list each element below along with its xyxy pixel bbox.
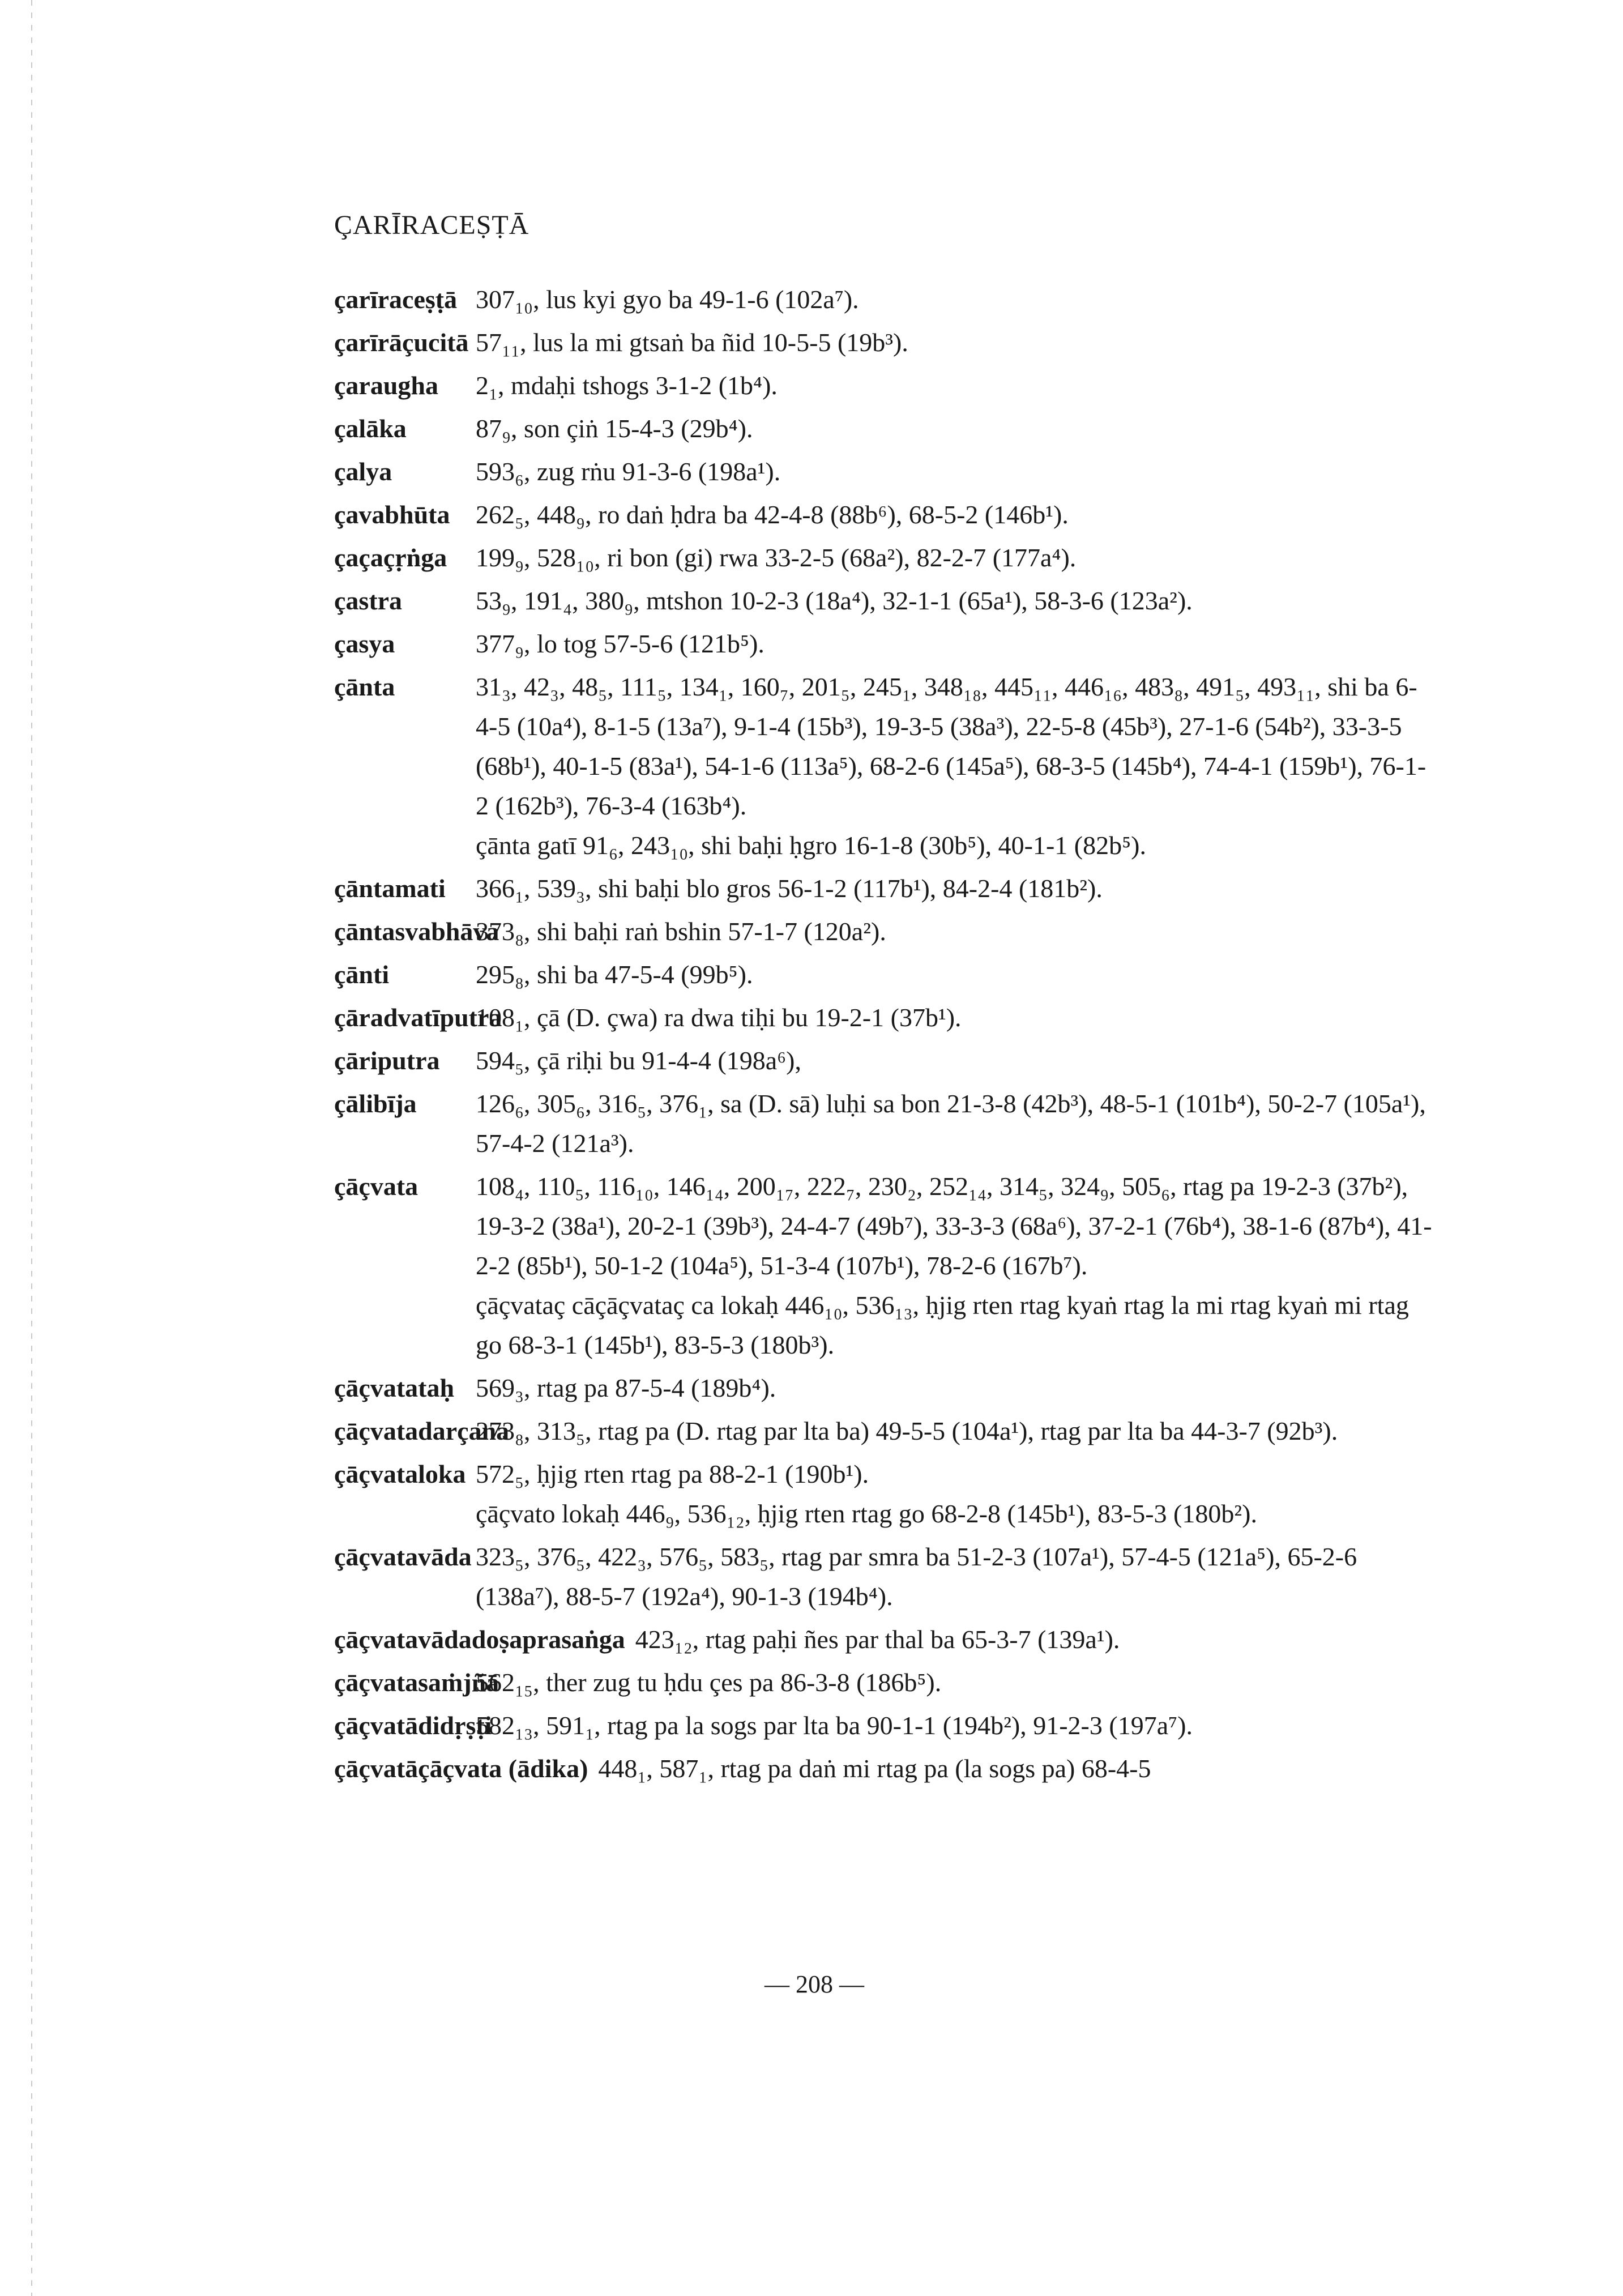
index-entry — [334, 912, 1438, 951]
index-entry — [334, 1084, 1438, 1163]
entry-references: 593₆, zug rṅu 91-3-6 (198a¹). — [476, 457, 781, 486]
index-entry — [334, 869, 1438, 908]
entry-headword: çāçvatasaṁjñā — [334, 1668, 499, 1697]
entry-headword: çavabhūta — [334, 500, 450, 529]
entry-references: 594₅, çā riḥi bu 91-4-4 (198a⁶), — [476, 1046, 801, 1075]
entry-references: 108₁, çā (D. çwa) ra dwa tiḥi bu 19-2-1 (37b¹). — [476, 1003, 962, 1032]
entry-references: 572₅, ḥjig rten rtag pa 88-2-1 (190b¹). — [476, 1459, 869, 1488]
index-entry — [334, 1537, 1438, 1616]
entry-headword: çāçvata — [334, 1172, 418, 1201]
entry-headword: çāçvatavāda — [334, 1542, 472, 1571]
entry-headword: çaçaçṛṅga — [334, 543, 447, 572]
entry-references: 448₁, 587₁, rtag pa daṅ mi rtag pa (la sogs pa) 68-4-5 — [598, 1754, 1151, 1783]
entry-headword: çaraugha — [334, 371, 438, 400]
entry-headword: çastra — [334, 586, 403, 615]
index-entry — [334, 955, 1438, 995]
entry-subentry: çāçvataç cāçāçvataç ca lokaḥ 446₁₀, 536₁₃, ḥjig rten rtag kyaṅ rtag la mi rtag kyaṅ mi rtag go 68-3-1 (145b¹), 83-5-3 (180b³). — [476, 1291, 1409, 1359]
index-entry — [334, 538, 1438, 578]
index-entry — [334, 998, 1438, 1038]
entry-references: 31₃, 42₃, 48₅, 111₅, 134₁, 160₇, 201₅, 245₁, 348₁₈, 445₁₁, 446₁₆, 483₈, 491₅, 493₁₁, shi ba 6-4-5 (10a⁴), 8-1-5 (13a⁷), 9-1-4 (15b³), 19-3-5 (38a³), 22-5-8 (45b³), 27-1-6 (54b²), 33-3-5 (68b¹), 40-1-5 (83a¹), 54-1-6 (113a⁵), 68-2-6 (145a⁵), 68-3-5 (145b⁴), 74-4-1 (159b¹), 76-1-2 (162b³), 76-3-4 (163b⁴). — [476, 672, 1426, 820]
entry-references: 262₅, 448₉, ro daṅ ḥdra ba 42-4-8 (88b⁶), 68-5-2 (146b¹). — [476, 500, 1069, 529]
entry-headword: çāriputra — [334, 1046, 440, 1075]
entry-references: 2₁, mdaḥi tshogs 3-1-2 (1b⁴). — [476, 371, 778, 400]
entry-headword: çalāka — [334, 414, 407, 443]
index-entry — [334, 667, 1438, 865]
index-entry — [334, 280, 1438, 319]
entry-headword: çāçvatādidṛṣṭi — [334, 1711, 492, 1740]
entry-references: 53₉, 191₄, 380₉, mtshon 10-2-3 (18a⁴), 32-1-1 (65a¹), 58-3-6 (123a²). — [476, 586, 1193, 615]
entry-subentry: çānta gatī 91₆, 243₁₀, shi baḥi ḥgro 16-1-8 (30b⁵), 40-1-1 (82b⁵). — [476, 831, 1146, 860]
entry-headword: çāntasvabhāva — [334, 917, 499, 946]
entry-references: 366₁, 539₃, shi baḥi blo gros 56-1-2 (117b¹), 84-2-4 (181b²). — [476, 874, 1103, 903]
index-entry — [334, 452, 1438, 492]
entry-references: 373₈, shi baḥi raṅ bshin 57-1-7 (120a²). — [476, 917, 886, 946]
index-entry — [334, 1620, 1438, 1659]
entry-references: 562₁₅, ther zug tu ḥdu çes pa 86-3-8 (186b⁵). — [476, 1668, 942, 1697]
entry-headword: çāntamati — [334, 874, 446, 903]
entry-headword: çālibīja — [334, 1089, 417, 1118]
entry-headword: çāçvatāçāçvata (ādika) — [334, 1754, 588, 1783]
index-entry — [334, 366, 1438, 406]
index-entries — [334, 280, 1438, 1792]
entry-references: 307₁₀, lus kyi gyo ba 49-1-6 (102a⁷). — [476, 285, 859, 314]
entry-references: 423₁₂, rtag paḥi ñes par thal ba 65-3-7 (139a¹). — [635, 1625, 1120, 1654]
entry-headword: çāçvatadarçana — [334, 1416, 510, 1445]
entry-references: 295₈, shi ba 47-5-4 (99b⁵). — [476, 960, 753, 989]
index-entry — [334, 323, 1438, 362]
entry-headword: çāçvatavādadoṣaprasaṅga — [334, 1625, 625, 1654]
entry-headword: çāradvatīputra — [334, 1003, 502, 1032]
binding-edge — [31, 0, 32, 2296]
entry-headword: çarīrāçucitā — [334, 328, 469, 357]
index-entry — [334, 1749, 1438, 1789]
index-entry — [334, 624, 1438, 664]
entry-headword: çāçvatataḥ — [334, 1373, 455, 1402]
entry-headword: çarīraceṣṭā — [334, 285, 458, 314]
entry-references: 87₉, son çiṅ 15-4-3 (29b⁴). — [476, 414, 753, 443]
entry-headword: çasya — [334, 629, 395, 658]
index-entry — [334, 1706, 1438, 1746]
index-entry — [334, 1411, 1438, 1451]
entry-references: 199₉, 528₁₀, ri bon (gi) rwa 33-2-5 (68a²), 82-2-7 (177a⁴). — [476, 543, 1077, 572]
running-head: ÇARĪRACEṢṬĀ — [334, 210, 529, 240]
index-entry — [334, 1454, 1438, 1534]
entry-headword: çānti — [334, 960, 390, 989]
index-entry — [334, 1167, 1438, 1365]
entry-references: 57₁₁, lus la mi gtsaṅ ba ñid 10-5-5 (19b³). — [476, 328, 908, 357]
index-entry — [334, 1368, 1438, 1408]
entry-references: 126₆, 305₆, 316₅, 376₁, sa (D. sā) luḥi sa bon 21-3-8 (42b³), 48-5-1 (101b⁴), 50-2-7 (105a¹), 57-4-2 (121a³). — [476, 1089, 1426, 1158]
entry-headword: çalya — [334, 457, 392, 486]
index-entry — [334, 409, 1438, 449]
index-entry — [334, 581, 1438, 621]
entry-references: 323₅, 376₅, 422₃, 576₅, 583₅, rtag par smra ba 51-2-3 (107a¹), 57-4-5 (121a⁵), 65-2-6 (138a⁷), 88-5-7 (192a⁴), 90-1-3 (194b⁴). — [476, 1542, 1357, 1611]
entry-references: 273₈, 313₅, rtag pa (D. rtag par lta ba) 49-5-5 (104a¹), rtag par lta ba 44-3-7 (92b³). — [476, 1416, 1338, 1445]
index-entry — [334, 1663, 1438, 1702]
entry-subentry: çāçvato lokaḥ 446₉, 536₁₂, ḥjig rten rtag go 68-2-8 (145b¹), 83-5-3 (180b²). — [476, 1499, 1257, 1528]
entry-references: 569₃, rtag pa 87-5-4 (189b⁴). — [476, 1373, 776, 1402]
entry-headword: çāçvataloka — [334, 1459, 466, 1488]
page-number: — 208 — — [764, 1970, 864, 1998]
index-entry — [334, 1041, 1438, 1081]
index-entry — [334, 495, 1438, 535]
entry-references: 377₉, lo tog 57-5-6 (121b⁵). — [476, 629, 764, 658]
entry-headword: çānta — [334, 672, 395, 701]
entry-references: 108₄, 110₅, 116₁₀, 146₁₄, 200₁₇, 222₇, 230₂, 252₁₄, 314₅, 324₉, 505₆, rtag pa 19-2-3 (37b²), 19-3-2 (38a¹), 20-2-1 (39b³), 24-4-7 (49b⁷), 33-3-3 (68a⁶), 37-2-1 (76b⁴), 38-1-6 (87b⁴), 41-2-2 (85b¹), 50-1-2 (104a⁵), 51-3-4 (107b¹), 78-2-6 (167b⁷). — [476, 1172, 1432, 1280]
entry-references: 582₁₃, 591₁, rtag pa la sogs par lta ba 90-1-1 (194b²), 91-2-3 (197a⁷). — [476, 1711, 1193, 1740]
